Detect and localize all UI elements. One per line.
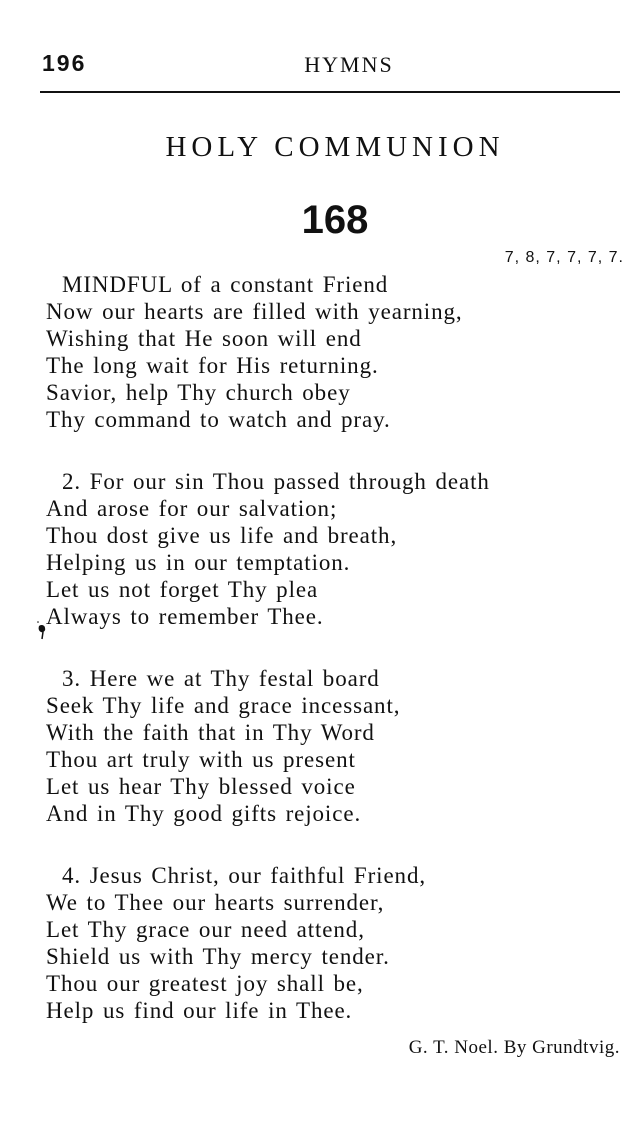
stanza-3: [46, 665, 640, 827]
hymn-attribution: G. T. Noel. By Grundtvig.: [408, 1037, 620, 1058]
hymn-verses: [46, 271, 640, 1059]
verse-line: Help us find our life in Thee.: [46, 998, 353, 1023]
verse-line: And in Thy good gifts rejoice.: [46, 801, 362, 826]
header-rule: [40, 91, 620, 93]
stanza-2: [46, 468, 640, 630]
verse-line: And arose for our salvation;: [46, 496, 338, 521]
verse-line: We to Thee our hearts surrender,: [46, 890, 385, 915]
verse-line: Thy command to watch and pray.: [46, 407, 391, 432]
verse-line: 2. For our sin Thou passed through death: [62, 469, 490, 494]
stanza-4: [46, 862, 640, 1024]
verse-line: Wishing that He soon will end: [46, 326, 362, 351]
verse-line: Always to remember Thee.: [46, 604, 324, 629]
verse-line: Let Thy grace our need attend,: [46, 917, 365, 942]
verse-line: Let us not forget Thy plea: [46, 577, 319, 602]
hymn-number: 168: [301, 198, 369, 242]
running-header: [40, 50, 620, 82]
verse-line: Thou our greatest joy shall be,: [46, 971, 364, 996]
page-number: 196: [42, 50, 87, 76]
verse-line: Thou art truly with us present: [46, 747, 356, 772]
ink-blot-mark: [36, 618, 50, 640]
verse-line: MINDFUL of a constant Friend: [62, 272, 389, 297]
hymn-meter: 7, 8, 7, 7, 7, 7.: [504, 249, 624, 266]
verse-line: Helping us in our temptation.: [46, 550, 351, 575]
verse-line: Savior, help Thy church obey: [46, 380, 351, 405]
verse-line: With the faith that in Thy Word: [46, 720, 375, 745]
verse-line: The long wait for His returning.: [46, 353, 379, 378]
verse-line: Shield us with Thy mercy tender.: [46, 944, 390, 969]
verse-line: 4. Jesus Christ, our faithful Friend,: [62, 863, 426, 888]
book-title: HYMNS: [304, 52, 394, 77]
verse-line: 3. Here we at Thy festal board: [62, 666, 380, 691]
verse-line: Seek Thy life and grace incessant,: [46, 693, 401, 718]
verse-line: Thou dost give us life and breath,: [46, 523, 398, 548]
section-title: HOLY COMMUNION: [165, 131, 505, 163]
stanza-1: [46, 271, 640, 433]
verse-line: Now our hearts are filled with yearning,: [46, 299, 463, 324]
verse-line: Let us hear Thy blessed voice: [46, 774, 356, 799]
